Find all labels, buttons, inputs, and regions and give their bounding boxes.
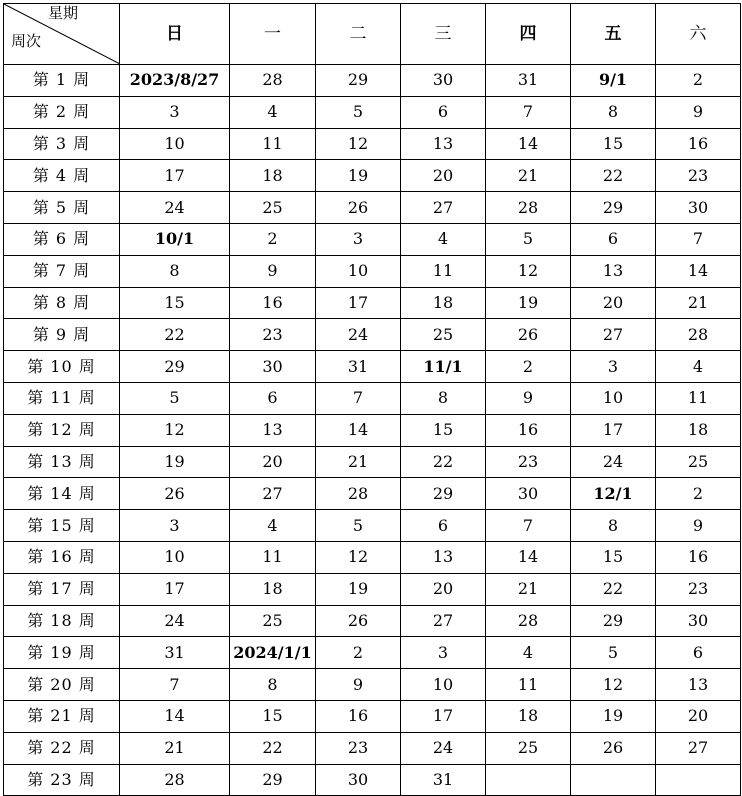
day-cell: 29 [316, 65, 401, 97]
day-cell: 17 [120, 573, 230, 605]
day-cell: 17 [120, 160, 230, 192]
day-cell: 12 [316, 128, 401, 160]
day-cell: 16 [656, 128, 741, 160]
day-cell: 12 [486, 255, 571, 287]
day-cell: 18 [656, 414, 741, 446]
week-label: 第 15 周 [4, 510, 120, 542]
day-cell: 27 [401, 192, 486, 224]
day-cell: 29 [120, 351, 230, 383]
day-cell: 28 [120, 764, 230, 796]
day-cell: 21 [486, 573, 571, 605]
header-day-tue: 二 [316, 4, 401, 65]
week-label: 第 13 周 [4, 446, 120, 478]
day-cell: 24 [120, 192, 230, 224]
day-cell: 15 [230, 700, 316, 732]
day-cell: 4 [230, 510, 316, 542]
day-cell: 23 [486, 446, 571, 478]
day-cell: 29 [401, 478, 486, 510]
day-cell: 30 [401, 65, 486, 97]
day-cell: 22 [230, 732, 316, 764]
day-cell: 28 [230, 65, 316, 97]
day-cell: 24 [120, 605, 230, 637]
day-cell: 31 [486, 65, 571, 97]
day-cell: 3 [571, 351, 656, 383]
day-cell: 4 [401, 223, 486, 255]
day-cell: 2 [230, 223, 316, 255]
week-label: 第 19 周 [4, 637, 120, 669]
day-cell: 18 [486, 700, 571, 732]
table-row [4, 351, 741, 383]
table-row [4, 700, 741, 732]
day-cell: 10/1 [120, 223, 230, 255]
day-cell: 11 [401, 255, 486, 287]
day-cell: 23 [656, 160, 741, 192]
day-cell: 6 [401, 510, 486, 542]
week-label: 第 5 周 [4, 192, 120, 224]
day-cell: 28 [486, 192, 571, 224]
week-label: 第 14 周 [4, 478, 120, 510]
day-cell: 9 [230, 255, 316, 287]
header-day-sun: 日 [120, 4, 230, 65]
table-row [4, 192, 741, 224]
day-cell: 30 [230, 351, 316, 383]
day-cell: 2 [656, 65, 741, 97]
day-cell: 11 [230, 128, 316, 160]
day-cell: 2024/1/1 [230, 637, 316, 669]
day-cell [571, 764, 656, 796]
week-label: 第 8 周 [4, 287, 120, 319]
day-cell: 28 [316, 478, 401, 510]
table-row [4, 255, 741, 287]
day-cell: 19 [120, 446, 230, 478]
day-cell: 5 [316, 96, 401, 128]
day-cell: 27 [230, 478, 316, 510]
day-cell: 31 [401, 764, 486, 796]
day-cell: 27 [401, 605, 486, 637]
day-cell: 7 [486, 510, 571, 542]
day-cell: 8 [571, 96, 656, 128]
day-cell: 3 [120, 510, 230, 542]
week-label: 第 2 周 [4, 96, 120, 128]
table-row [4, 510, 741, 542]
day-cell: 19 [486, 287, 571, 319]
day-cell: 16 [230, 287, 316, 319]
day-cell: 8 [401, 382, 486, 414]
day-cell: 18 [230, 160, 316, 192]
table-row [4, 319, 741, 351]
day-cell: 12 [571, 669, 656, 701]
header-day-mon: 一 [230, 4, 316, 65]
day-cell: 12 [120, 414, 230, 446]
day-cell: 13 [401, 128, 486, 160]
day-cell: 9 [656, 96, 741, 128]
day-cell: 22 [401, 446, 486, 478]
day-cell: 4 [230, 96, 316, 128]
table-row [4, 478, 741, 510]
day-cell: 2023/8/27 [120, 65, 230, 97]
day-cell: 19 [316, 573, 401, 605]
header-row [4, 4, 741, 65]
day-cell: 14 [486, 541, 571, 573]
day-cell: 14 [656, 255, 741, 287]
week-label: 第 18 周 [4, 605, 120, 637]
day-cell: 6 [230, 382, 316, 414]
day-cell: 13 [230, 414, 316, 446]
day-cell: 25 [230, 605, 316, 637]
header-day-sat: 六 [656, 4, 741, 65]
day-cell: 10 [316, 255, 401, 287]
day-cell: 2 [316, 637, 401, 669]
day-cell: 8 [230, 669, 316, 701]
day-cell: 29 [571, 192, 656, 224]
day-cell: 6 [571, 223, 656, 255]
day-cell: 24 [316, 319, 401, 351]
day-cell: 15 [571, 541, 656, 573]
day-cell: 4 [656, 351, 741, 383]
week-label: 第 4 周 [4, 160, 120, 192]
day-cell: 26 [316, 605, 401, 637]
day-cell: 11 [486, 669, 571, 701]
day-cell: 7 [656, 223, 741, 255]
day-cell: 12/1 [571, 478, 656, 510]
day-cell: 7 [316, 382, 401, 414]
day-cell [486, 764, 571, 796]
day-cell: 25 [401, 319, 486, 351]
day-cell: 3 [316, 223, 401, 255]
day-cell: 29 [230, 764, 316, 796]
table-row [4, 382, 741, 414]
table-row [4, 223, 741, 255]
week-label: 第 3 周 [4, 128, 120, 160]
day-cell: 13 [571, 255, 656, 287]
day-cell: 5 [486, 223, 571, 255]
day-cell: 5 [120, 382, 230, 414]
table-row [4, 65, 741, 97]
day-cell: 9 [486, 382, 571, 414]
corner-cell [4, 4, 120, 65]
table-row [4, 446, 741, 478]
header-day-fri: 五 [571, 4, 656, 65]
table-row [4, 605, 741, 637]
day-cell: 26 [120, 478, 230, 510]
day-cell: 31 [316, 351, 401, 383]
day-cell: 26 [316, 192, 401, 224]
day-cell: 12 [316, 541, 401, 573]
day-cell: 3 [401, 637, 486, 669]
day-cell: 6 [401, 96, 486, 128]
day-cell: 30 [486, 478, 571, 510]
day-cell: 20 [230, 446, 316, 478]
table-row [4, 160, 741, 192]
day-cell: 17 [571, 414, 656, 446]
day-cell: 23 [230, 319, 316, 351]
day-cell: 21 [120, 732, 230, 764]
day-cell: 20 [401, 160, 486, 192]
day-cell: 14 [486, 128, 571, 160]
day-cell: 20 [401, 573, 486, 605]
week-label: 第 23 周 [4, 764, 120, 796]
day-cell: 28 [656, 319, 741, 351]
week-label: 第 12 周 [4, 414, 120, 446]
table-row [4, 414, 741, 446]
day-cell: 5 [571, 637, 656, 669]
day-cell: 29 [571, 605, 656, 637]
day-cell: 10 [401, 669, 486, 701]
day-cell: 30 [316, 764, 401, 796]
day-cell: 20 [656, 700, 741, 732]
day-cell: 27 [571, 319, 656, 351]
table-row [4, 637, 741, 669]
day-cell: 5 [316, 510, 401, 542]
day-cell: 23 [656, 573, 741, 605]
day-cell: 2 [486, 351, 571, 383]
day-cell: 22 [571, 160, 656, 192]
day-cell: 26 [571, 732, 656, 764]
day-cell: 7 [120, 669, 230, 701]
week-label: 第 20 周 [4, 669, 120, 701]
day-cell: 11 [656, 382, 741, 414]
day-cell: 8 [120, 255, 230, 287]
day-cell: 11/1 [401, 351, 486, 383]
day-cell: 15 [120, 287, 230, 319]
day-cell [656, 764, 741, 796]
table-row [4, 287, 741, 319]
day-cell: 25 [230, 192, 316, 224]
day-cell: 13 [656, 669, 741, 701]
day-cell: 16 [656, 541, 741, 573]
day-cell: 9/1 [571, 65, 656, 97]
day-cell: 25 [486, 732, 571, 764]
table-row [4, 541, 741, 573]
day-cell: 14 [316, 414, 401, 446]
day-cell: 13 [401, 541, 486, 573]
day-cell: 15 [401, 414, 486, 446]
table-row [4, 669, 741, 701]
day-cell: 20 [571, 287, 656, 319]
table-row [4, 764, 741, 796]
day-cell: 11 [230, 541, 316, 573]
header-day-thu: 四 [486, 4, 571, 65]
day-cell: 25 [656, 446, 741, 478]
day-cell: 19 [571, 700, 656, 732]
day-cell: 31 [120, 637, 230, 669]
day-cell: 3 [120, 96, 230, 128]
day-cell: 9 [656, 510, 741, 542]
day-cell: 19 [316, 160, 401, 192]
week-label: 第 22 周 [4, 732, 120, 764]
week-label: 第 9 周 [4, 319, 120, 351]
week-label: 第 21 周 [4, 700, 120, 732]
day-cell: 8 [571, 510, 656, 542]
day-cell: 2 [656, 478, 741, 510]
day-cell: 10 [120, 541, 230, 573]
day-cell: 10 [120, 128, 230, 160]
academic-calendar-table [3, 3, 741, 796]
day-cell: 21 [656, 287, 741, 319]
day-cell: 4 [486, 637, 571, 669]
day-cell: 10 [571, 382, 656, 414]
day-cell: 16 [316, 700, 401, 732]
day-cell: 21 [316, 446, 401, 478]
day-cell: 7 [486, 96, 571, 128]
week-label: 第 10 周 [4, 351, 120, 383]
day-cell: 23 [316, 732, 401, 764]
day-cell: 30 [656, 192, 741, 224]
day-cell: 21 [486, 160, 571, 192]
week-label: 第 7 周 [4, 255, 120, 287]
day-cell: 22 [571, 573, 656, 605]
corner-label-weekday: 星期 [48, 4, 79, 22]
week-label: 第 6 周 [4, 223, 120, 255]
day-cell: 16 [486, 414, 571, 446]
day-cell: 17 [401, 700, 486, 732]
corner-label-week: 周次 [11, 32, 42, 50]
day-cell: 18 [230, 573, 316, 605]
table-row [4, 732, 741, 764]
day-cell: 14 [120, 700, 230, 732]
day-cell: 26 [486, 319, 571, 351]
day-cell: 17 [316, 287, 401, 319]
day-cell: 27 [656, 732, 741, 764]
week-label: 第 11 周 [4, 382, 120, 414]
day-cell: 22 [120, 319, 230, 351]
header-day-wed: 三 [401, 4, 486, 65]
day-cell: 30 [656, 605, 741, 637]
week-label: 第 1 周 [4, 65, 120, 97]
day-cell: 15 [571, 128, 656, 160]
table-row [4, 573, 741, 605]
day-cell: 6 [656, 637, 741, 669]
week-label: 第 16 周 [4, 541, 120, 573]
table-row [4, 128, 741, 160]
day-cell: 9 [316, 669, 401, 701]
table-row [4, 96, 741, 128]
day-cell: 18 [401, 287, 486, 319]
day-cell: 24 [401, 732, 486, 764]
day-cell: 24 [571, 446, 656, 478]
week-label: 第 17 周 [4, 573, 120, 605]
day-cell: 28 [486, 605, 571, 637]
